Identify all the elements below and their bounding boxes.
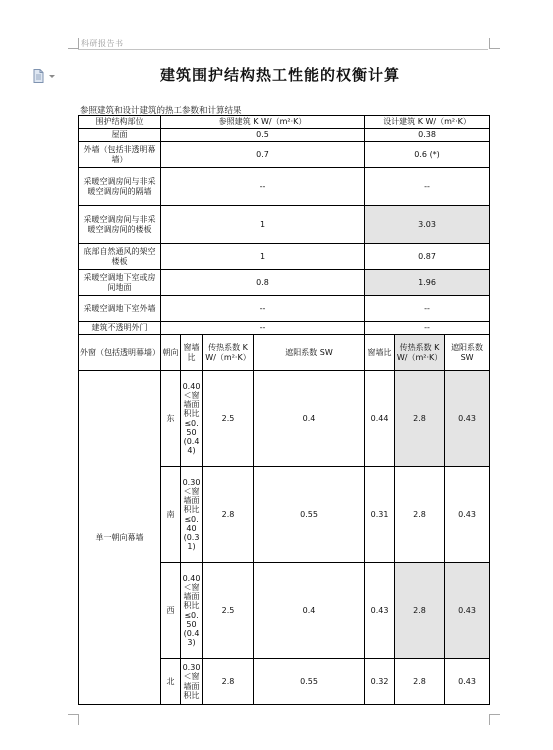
window-design-sw: 0.43: [445, 563, 490, 659]
margin-mark-bottom-right: [489, 714, 500, 725]
header-rule: [78, 49, 488, 50]
row-reference-value: 0.8: [161, 270, 365, 296]
window-orientation: 西: [161, 563, 181, 659]
row-label: 采暖空调房间与非采暖空调房间的楼板: [79, 206, 161, 244]
table-row: [79, 322, 490, 335]
row-label: 采暖空调地下室或房间地面: [79, 270, 161, 296]
window-reference-k: 2.8: [203, 659, 254, 705]
window-ratio-range: 0.40＜窗墙面积比≤0.50 (0.44): [181, 371, 203, 467]
window-header-design-sw: 遮阳系数 SW: [445, 335, 490, 371]
window-orientation: 南: [161, 467, 181, 563]
window-ratio-range: 0.30＜窗墙面积比: [181, 659, 203, 705]
window-design-k: 2.8: [395, 371, 445, 467]
row-design-value: --: [365, 322, 490, 335]
window-header-row: [79, 335, 490, 371]
header-design: 设计建筑 K W/（m²·K）: [365, 116, 490, 129]
window-design-sw: 0.43: [445, 467, 490, 563]
table-row: [79, 168, 490, 206]
window-design-ratio: 0.32: [365, 659, 395, 705]
page-header: 科研报告书: [81, 39, 124, 48]
row-reference-value: 1: [161, 244, 365, 270]
header-reference: 参照建筑 K W/（m²·K）: [161, 116, 365, 129]
window-reference-sw: 0.4: [254, 563, 365, 659]
row-label: 底部自然通风的架空楼板: [79, 244, 161, 270]
table-row: [79, 142, 490, 168]
window-design-ratio: 0.44: [365, 371, 395, 467]
thermal-parameters-table: [78, 115, 490, 705]
row-design-value: 3.03: [365, 206, 490, 244]
row-reference-value: --: [161, 296, 365, 322]
table-row: [79, 244, 490, 270]
document-options-icon[interactable]: [33, 68, 59, 82]
window-design-k: 2.8: [395, 467, 445, 563]
window-reference-k: 2.5: [203, 371, 254, 467]
table-row: [79, 129, 490, 142]
header-part: 围护结构部位: [79, 116, 161, 129]
margin-mark-top-left: [68, 38, 79, 49]
window-group-label: 单一朝向幕墙: [79, 371, 161, 705]
row-design-value: 0.87: [365, 244, 490, 270]
window-ratio-range: 0.30＜窗墙面积比≤0.40 (0.31): [181, 467, 203, 563]
page-title: 建筑围护结构热工性能的权衡计算: [159, 66, 400, 84]
row-design-value: 0.38: [365, 129, 490, 142]
window-reference-k: 2.5: [203, 563, 254, 659]
window-design-ratio: 0.43: [365, 563, 395, 659]
row-reference-value: --: [161, 168, 365, 206]
row-design-value: 0.6 (*): [365, 142, 490, 168]
window-row-east: [79, 371, 490, 467]
row-design-value: --: [365, 168, 490, 206]
window-design-sw: 0.43: [445, 371, 490, 467]
window-design-k: 2.8: [395, 563, 445, 659]
window-header-design-ratio: 窗墙比: [365, 335, 395, 371]
window-header-orientation: 朝向: [161, 335, 181, 371]
window-design-ratio: 0.31: [365, 467, 395, 563]
row-label: 采暖空调地下室外墙: [79, 296, 161, 322]
window-header-sw: 遮阳系数 SW: [254, 335, 365, 371]
row-label: 外墙（包括非透明幕墙）: [79, 142, 161, 168]
row-reference-value: 1: [161, 206, 365, 244]
window-reference-sw: 0.4: [254, 371, 365, 467]
window-header-design-k: 传热系数 K W/（m²·K）: [395, 335, 445, 371]
window-header-ratio: 窗墙比: [181, 335, 203, 371]
table-row: [79, 296, 490, 322]
table-row: [79, 206, 490, 244]
table-caption: 参照建筑和设计建筑的热工参数和计算结果: [80, 106, 242, 116]
window-reference-k: 2.8: [203, 467, 254, 563]
window-header-label: 外窗（包括透明幕墙）: [79, 335, 161, 371]
margin-mark-bottom-left: [68, 714, 79, 725]
table-header-row: [79, 116, 490, 129]
row-reference-value: --: [161, 322, 365, 335]
window-orientation: 东: [161, 371, 181, 467]
row-reference-value: 0.5: [161, 129, 365, 142]
window-reference-sw: 0.55: [254, 467, 365, 563]
window-header-k: 传热系数 K W/（m²·K）: [203, 335, 254, 371]
window-reference-sw: 0.55: [254, 659, 365, 705]
row-label: 屋面: [79, 129, 161, 142]
row-label: 采暖空调房间与非采暖空调房间的隔墙: [79, 168, 161, 206]
window-orientation: 北: [161, 659, 181, 705]
window-ratio-range: 0.40＜窗墙面积比≤0.50 (0.43): [181, 563, 203, 659]
row-reference-value: 0.7: [161, 142, 365, 168]
row-label: 建筑不透明外门: [79, 322, 161, 335]
window-design-k: 2.8: [395, 659, 445, 705]
row-design-value: --: [365, 296, 490, 322]
margin-mark-top-right: [489, 38, 500, 49]
row-design-value: 1.96: [365, 270, 490, 296]
window-design-sw: 0.43: [445, 659, 490, 705]
table-row: [79, 270, 490, 296]
